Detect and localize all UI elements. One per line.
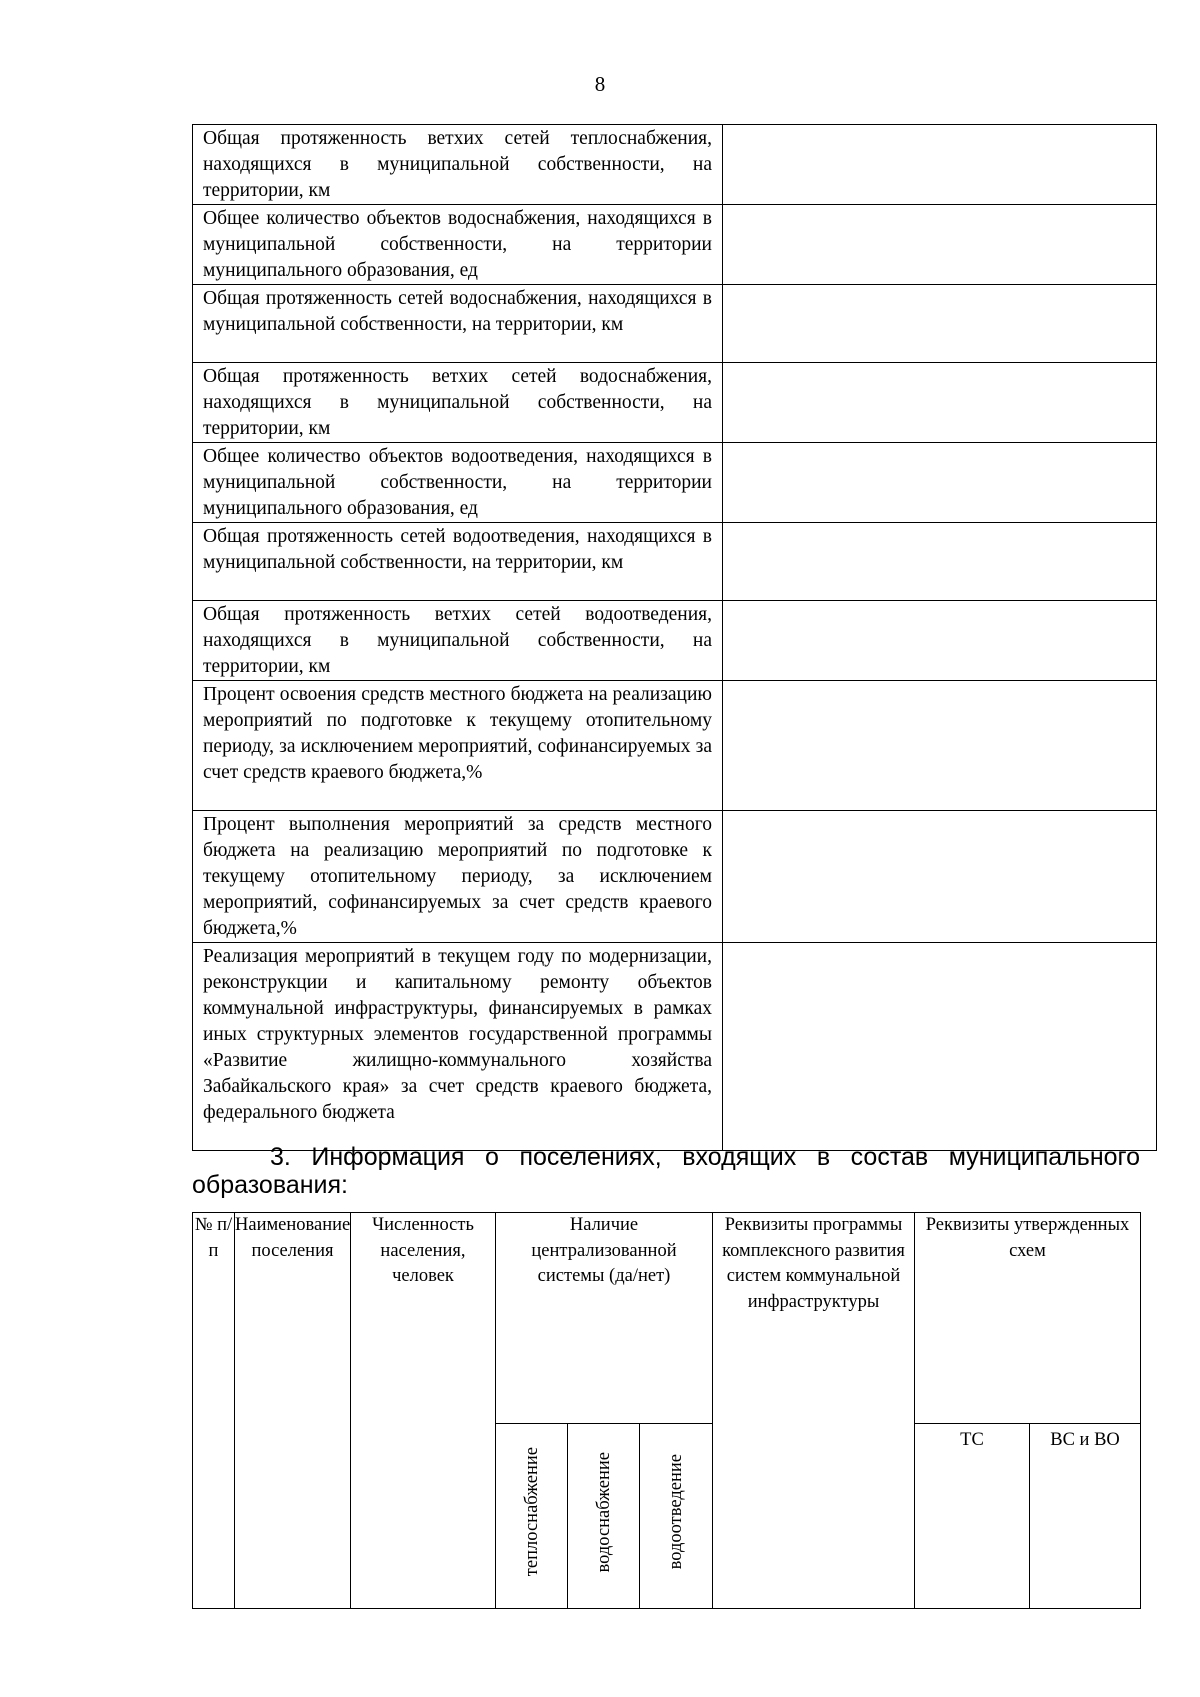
table-row: [193, 601, 1157, 681]
indicator-label: Общая протяженность ветхих сетей водоснабжения, находящихся в муниципальной собственности, на территории, км: [193, 363, 723, 443]
indicator-label: Общая протяженность ветхих сетей теплоснабжения, находящихся в муниципальной собственности, на территории, км: [193, 125, 723, 205]
col-header-population: Численность населения, человек: [351, 1213, 496, 1609]
subheader-water-cell: [568, 1424, 640, 1609]
subheader-heat-cell: [496, 1424, 568, 1609]
col-header-program: Реквизиты программы комплексного развития систем коммунальной инфраструктуры: [713, 1213, 915, 1609]
indicator-value: [723, 205, 1157, 285]
subheader-sewer-cell: [640, 1424, 713, 1609]
section-heading: 3. Информация о поселениях, входящих в состав муниципального образования:: [192, 1143, 1140, 1199]
table-row: [193, 811, 1157, 943]
indicator-label: Реализация мероприятий в текущем году по модернизации, реконструкции и капитальному ремонту объектов коммунальной инфраструктуры, финансируемых в рамках иных структурных элементов государственной программы «Развитие жилищно-коммунального хозяйства Забайкальского края» за счет средств краевого бюджета, федерального бюджета: [193, 943, 723, 1151]
indicator-value: [723, 125, 1157, 205]
table-header-row: [193, 1213, 1141, 1424]
subheader-ts: ТС: [915, 1424, 1030, 1609]
table-row: [193, 363, 1157, 443]
indicator-label: Общая протяженность ветхих сетей водоотведения, находящихся в муниципальной собственности, на территории, км: [193, 601, 723, 681]
indicator-label: Общая протяженность сетей водоснабжения, находящихся в муниципальной собственности, на территории, км: [193, 285, 723, 363]
col-header-name: Наименование поселения: [235, 1213, 351, 1609]
indicator-value: [723, 523, 1157, 601]
col-header-schemes: Реквизиты утвержденных схем: [915, 1213, 1141, 1424]
indicator-label: Общее количество объектов водоотведения, находящихся в муниципальной собственности, на территории муниципального образования, ед: [193, 443, 723, 523]
subheader-sewer: водоотведение: [666, 1454, 686, 1570]
indicator-value: [723, 443, 1157, 523]
subheader-water: водоснабжение: [593, 1451, 614, 1572]
indicator-value: [723, 811, 1157, 943]
indicator-value: [723, 285, 1157, 363]
table-row: [193, 523, 1157, 601]
indicators-table: [192, 124, 1157, 1151]
table-row: [193, 443, 1157, 523]
table-row: [193, 943, 1157, 1151]
col-header-num: № п/п: [193, 1213, 235, 1609]
table-row: [193, 681, 1157, 811]
indicator-value: [723, 363, 1157, 443]
indicator-value: [723, 943, 1157, 1151]
indicator-value: [723, 681, 1157, 811]
indicator-label: Процент освоения средств местного бюджета на реализацию мероприятий по подготовке к текущему отопительному периоду, за исключением мероприятий, софинансируемых за счет средств краевого бюджета,%: [193, 681, 723, 811]
subheader-vs-vo: ВС и ВО: [1030, 1424, 1141, 1609]
col-header-central-system: Наличие централизованной системы (да/нет): [496, 1213, 713, 1424]
indicator-label: Общее количество объектов водоснабжения, находящихся в муниципальной собственности, на территории муниципального образования, ед: [193, 205, 723, 285]
page-number: 8: [594, 72, 606, 96]
table-row: [193, 285, 1157, 363]
table-row: [193, 125, 1157, 205]
table-row: [193, 205, 1157, 285]
subheader-heat: теплоснабжение: [521, 1447, 542, 1577]
indicator-label: Процент выполнения мероприятий за средств местного бюджета на реализацию мероприятий по подготовке к текущему отопительному периоду, за исключением мероприятий, софинансируемых за счет средств краевого бюджета,%: [193, 811, 723, 943]
indicator-value: [723, 601, 1157, 681]
indicator-label: Общая протяженность сетей водоотведения, находящихся в муниципальной собственности, на территории, км: [193, 523, 723, 601]
settlements-table: [192, 1212, 1141, 1609]
